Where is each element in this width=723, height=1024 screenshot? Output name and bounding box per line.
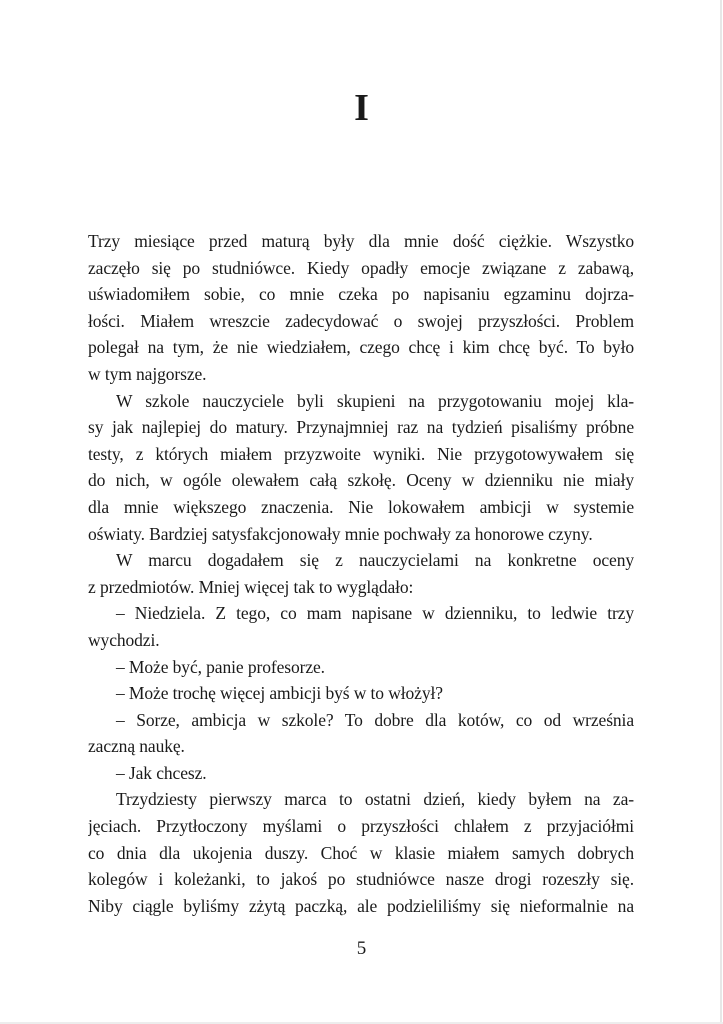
text-line: z przedmiotów. Mniej więcej tak to wyglądało: <box>88 576 414 597</box>
text-line: zaczęło się po studniówce. Kiedy opadły emocje związane z zabawą, <box>88 257 634 278</box>
text-line: – Sorze, ambicja w szkole? To dobre dla kotów, co od września <box>116 709 634 730</box>
text-line: jęciach. Przytłoczony myślami o przyszłości chlałem z przyjaciółmi <box>88 816 634 837</box>
text-line: oświaty. Bardziej satysfakcjonowały mnie pochwały za honorowe czyny. <box>88 523 593 544</box>
chapter-heading: I <box>354 87 369 129</box>
text-line: dla mnie większego znaczenia. Nie lokowałem ambicji w systemie <box>88 496 634 517</box>
text-line: testy, z których miałem przyzwoite wyniki. Nie przygotowywałem się <box>88 443 634 464</box>
text-line: w tym najgorsze. <box>88 363 207 384</box>
text-line: Trzy miesiące przed maturą były dla mnie dość ciężkie. Wszystko <box>88 231 634 251</box>
text-block <box>88 228 634 919</box>
page-edge-right <box>720 0 722 1024</box>
text-line: – Może być, panie profesorze. <box>116 656 325 677</box>
text-line: kolegów i koleżanki, to jakoś po studniówce nasze drogi rozeszły się. <box>88 869 634 890</box>
text-line: – Niedziela. Z tego, co mam napisane w dzienniku, to ledwie trzy <box>116 603 634 624</box>
text-line: W szkole nauczyciele byli skupieni na przygotowaniu mojej kla- <box>116 390 634 411</box>
text-line: łości. Miałem wreszcie zadecydować o swojej przyszłości. Problem <box>88 310 634 331</box>
text-line: do nich, w ogóle olewałem całą szkołę. Oceny w dzienniku nie miały <box>88 470 634 491</box>
text-line: co dnia dla ukojenia duszy. Choć w klasie miałem samych dobrych <box>88 842 634 863</box>
text-line: wychodzi. <box>88 629 160 650</box>
text-line: W marcu dogadałem się z nauczycielami na konkretne oceny <box>116 550 634 571</box>
text-line: – Jak chcesz. <box>116 762 207 783</box>
text-line: polegał na tym, że nie wiedziałem, czego chcę i kim chcę być. To było <box>88 337 634 358</box>
text-line: sy jak najlepiej do matury. Przynajmniej raz na tydzień pisaliśmy próbne <box>88 417 634 438</box>
text-line: zaczną naukę. <box>88 736 185 757</box>
text-line: – Może trochę więcej ambicji byś w to włożył? <box>116 683 443 704</box>
text-line: uświadomiłem sobie, co mnie czeka po napisaniu egzaminu dojrza- <box>88 284 634 305</box>
page-number: 5 <box>356 938 367 959</box>
text-line: Trzydziesty pierwszy marca to ostatni dzień, kiedy byłem na za- <box>116 789 634 810</box>
text-line: Niby ciągle byliśmy zżytą paczką, ale podzieliliśmy się nieformalnie na <box>88 895 634 916</box>
